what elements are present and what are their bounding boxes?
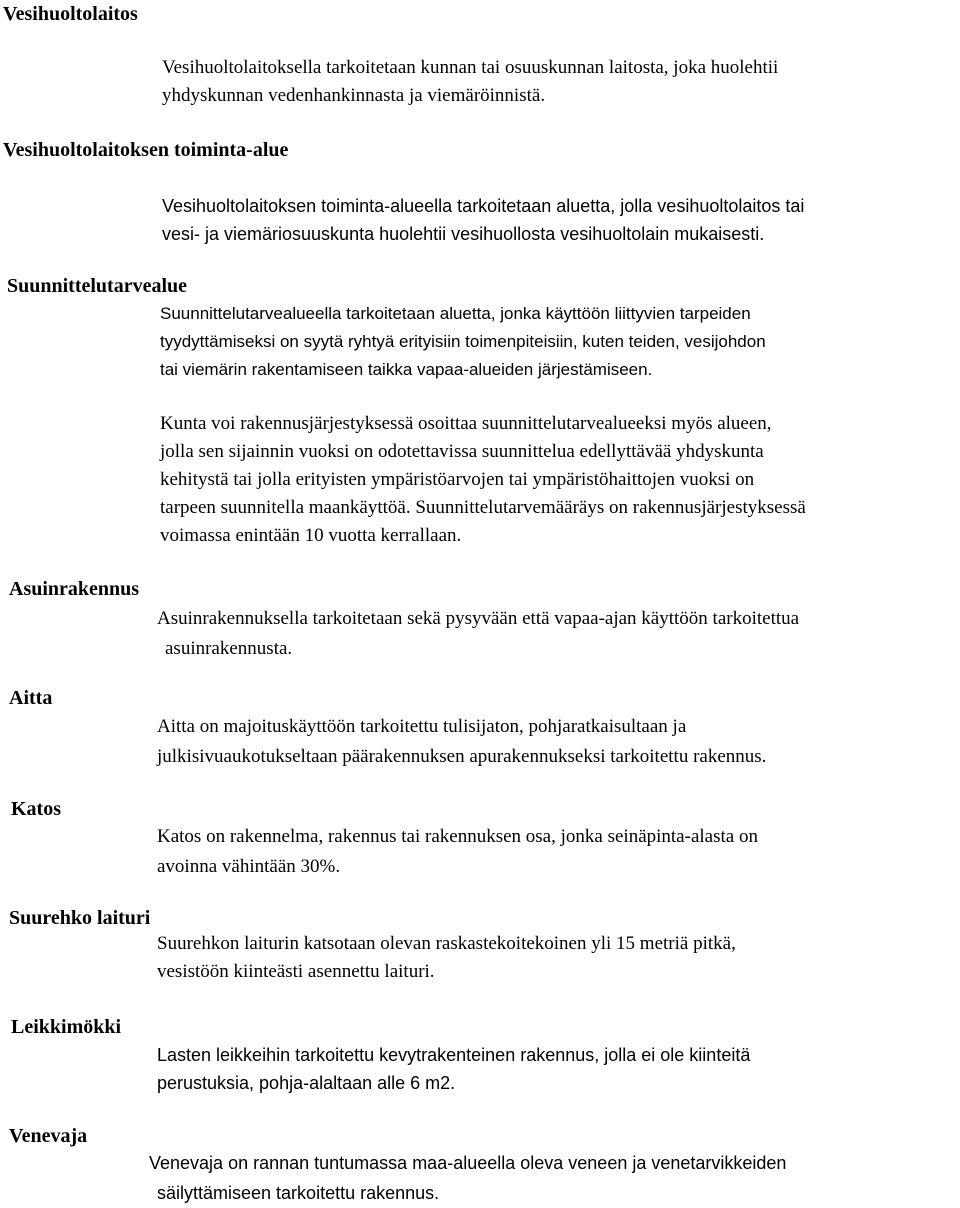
definition-vesihuoltolaitos bbox=[162, 54, 778, 110]
definition-line: tarpeen suunnitella maankäyttöä. Suunnittelutarvemääräys on rakennusjärjestyksessä bbox=[160, 497, 806, 518]
definition-line: asuinrakennusta. bbox=[165, 638, 293, 659]
definition-line: voimassa enintään 10 vuotta kerrallaan. bbox=[160, 525, 462, 546]
definition-line: Suunnittelutarvealueella tarkoitetaan aluetta, jonka käyttöön liittyvien tarpeiden bbox=[160, 304, 751, 323]
definition-line: jolla sen sijainnin vuoksi on odotettavissa suunnittelua edellyttävää yhdyskunta bbox=[160, 441, 764, 462]
definition-line: Kunta voi rakennusjärjestyksessä osoittaa suunnittelutarvealueeksi myös alueen, bbox=[160, 413, 772, 434]
definition-line: yhdyskunnan vedenhankinnasta ja viemäröinnistä. bbox=[162, 85, 546, 106]
definition-line: Katos on rakennelma, rakennus tai rakennuksen osa, jonka seinäpinta-alasta on bbox=[157, 826, 758, 847]
definition-line: vesi- ja viemäriosuuskunta huolehtii vesihuollosta vesihuoltolain mukaisesti. bbox=[162, 224, 765, 244]
definition-line: Venevaja on rannan tuntumassa maa-alueella oleva veneen ja venetarvikkeiden bbox=[149, 1153, 787, 1173]
definition-line: julkisivuaukotukseltaan päärakennuksen apurakennukseksi tarkoitettu rakennus. bbox=[157, 746, 767, 767]
term-aitta: Aitta bbox=[9, 687, 53, 709]
definition-line: Suurehkon laiturin katsotaan olevan raskastekoitekoinen yli 15 metriä pitkä, bbox=[157, 933, 736, 954]
definition-line: Aitta on majoituskäyttöön tarkoitettu tulisijaton, pohjaratkaisultaan ja bbox=[157, 716, 687, 737]
term-vesihuoltolaitos: Vesihuoltolaitos bbox=[3, 3, 138, 25]
definition-line: vesistöön kiinteästi asennettu laituri. bbox=[157, 961, 435, 982]
definition-line: tai viemärin rakentamiseen taikka vapaa-alueiden järjestämiseen. bbox=[160, 360, 653, 379]
term-venevaja: Venevaja bbox=[9, 1125, 88, 1147]
definition-line: Vesihuoltolaitoksella tarkoitetaan kunnan tai osuuskunnan laitosta, joka huolehtii bbox=[162, 57, 779, 78]
definition-line: kehitystä tai jolla erityisten ympäristöarvojen tai ympäristöhaittojen vuoksi on bbox=[160, 469, 755, 490]
definition-line: Vesihuoltolaitoksen toiminta-alueella tarkoitetaan aluetta, jolla vesihuoltolaitos tai bbox=[162, 196, 805, 216]
definition-asuinrakennus bbox=[157, 604, 799, 664]
definition-line: perustuksia, pohja-alaltaan alle 6 m2. bbox=[157, 1073, 456, 1093]
definition-line: avoinna vähintään 30%. bbox=[157, 856, 341, 877]
term-katos: Katos bbox=[11, 798, 61, 820]
term-suurehko-laituri: Suurehko laituri bbox=[9, 907, 151, 929]
definition-aitta bbox=[157, 712, 766, 772]
definition-suurehko-laituri bbox=[157, 930, 736, 986]
definition-katos bbox=[157, 822, 758, 882]
definition-venevaja bbox=[149, 1148, 786, 1208]
definition-vesihuoltolaitoksen-toiminta-alue bbox=[162, 192, 804, 248]
definition-line: säilyttämiseen tarkoitettu rakennus. bbox=[157, 1183, 440, 1203]
definition-suunnittelutarvealue-note bbox=[160, 410, 806, 550]
term-vesihuoltolaitoksen-toiminta-alue: Vesihuoltolaitoksen toiminta-alue bbox=[3, 139, 289, 161]
definition-leikkimokki bbox=[157, 1041, 750, 1097]
definition-line: tyydyttämiseksi on syytä ryhtyä erityisiin toimenpiteisiin, kuten teiden, vesijohdon bbox=[160, 332, 766, 351]
term-asuinrakennus: Asuinrakennus bbox=[9, 578, 140, 600]
term-suunnittelutarvealue: Suunnittelutarvealue bbox=[7, 275, 188, 297]
definition-line: Lasten leikkeihin tarkoitettu kevytrakenteinen rakennus, jolla ei ole kiinteitä bbox=[157, 1045, 751, 1065]
definition-line: Asuinrakennuksella tarkoitetaan sekä pysyvään että vapaa-ajan käyttöön tarkoitettua bbox=[157, 608, 800, 629]
definition-suunnittelutarvealue bbox=[160, 300, 766, 384]
term-leikkimokki: Leikkimökki bbox=[11, 1016, 122, 1038]
